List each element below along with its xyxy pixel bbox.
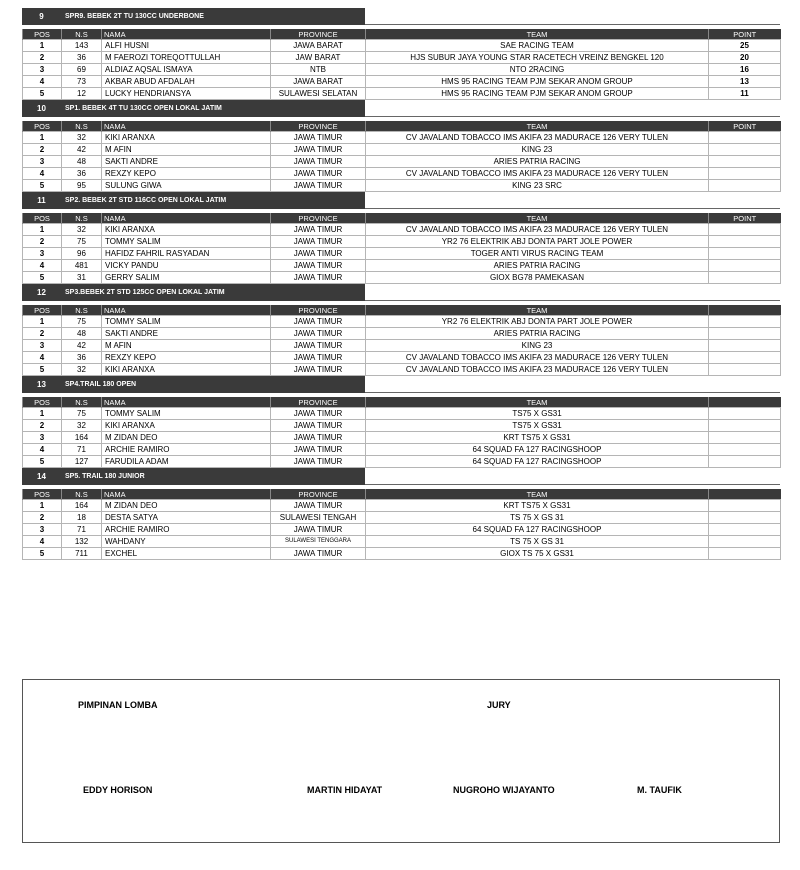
column-header-province: PROVINCE	[271, 397, 366, 408]
race-header-rule	[365, 192, 780, 209]
column-header-nama: NAMA	[102, 213, 271, 224]
table-row	[23, 548, 781, 560]
cell-point	[709, 272, 781, 284]
signatory-name: M. TAUFIK	[637, 785, 682, 795]
cell-pos: 1	[23, 316, 62, 328]
race-title: SP3.BEBEK 2T STD 125CC OPEN LOKAL JATIM	[61, 284, 365, 301]
cell-point	[709, 432, 781, 444]
race-number: 13	[22, 376, 61, 393]
cell-province: SULAWESI TENGGARA	[271, 536, 366, 548]
cell-ns: 96	[62, 248, 102, 260]
cell-nama: TOMMY SALIM	[102, 236, 271, 248]
cell-team: KRT TS75 X GS31	[366, 500, 709, 512]
cell-point	[709, 444, 781, 456]
cell-team: TOGER ANTI VIRUS RACING TEAM	[366, 248, 709, 260]
cell-team: ARIES PATRIA RACING	[366, 328, 709, 340]
cell-province: JAWA TIMUR	[271, 352, 366, 364]
cell-team: TS75 X GS31	[366, 408, 709, 420]
results-table	[22, 121, 781, 192]
cell-point: 20	[709, 52, 781, 64]
cell-point	[709, 536, 781, 548]
cell-point	[709, 180, 781, 192]
cell-point	[709, 456, 781, 468]
column-header-point	[709, 489, 781, 500]
cell-team: 64 SQUAD FA 127 RACINGSHOOP	[366, 444, 709, 456]
table-row	[23, 132, 781, 144]
cell-pos: 5	[23, 364, 62, 376]
table-row	[23, 500, 781, 512]
race-header	[22, 468, 780, 485]
column-header-team: TEAM	[366, 29, 709, 40]
cell-province: JAWA TIMUR	[271, 248, 366, 260]
cell-province: JAWA TIMUR	[271, 340, 366, 352]
cell-pos: 1	[23, 224, 62, 236]
race-title: SP1. BEBEK 4T TU 130CC OPEN LOKAL JATIM	[61, 100, 365, 117]
column-header-province: PROVINCE	[271, 121, 366, 132]
cell-pos: 4	[23, 168, 62, 180]
column-header-pos: POS	[23, 397, 62, 408]
cell-province: JAWA TIMUR	[271, 456, 366, 468]
race-number: 12	[22, 284, 61, 301]
cell-ns: 12	[62, 88, 102, 100]
cell-nama: M ZIDAN DEO	[102, 432, 271, 444]
cell-point: 13	[709, 76, 781, 88]
cell-team: YR2 76 ELEKTRIK ABJ DONTA PART JOLE POWER	[366, 236, 709, 248]
column-header-ns: N.S	[62, 213, 102, 224]
cell-province: JAWA TIMUR	[271, 224, 366, 236]
cell-pos: 1	[23, 408, 62, 420]
cell-ns: 36	[62, 52, 102, 64]
race-section	[22, 192, 780, 284]
table-row	[23, 180, 781, 192]
cell-nama: SAKTI ANDRE	[102, 328, 271, 340]
cell-nama: KIKI ARANXA	[102, 420, 271, 432]
cell-nama: AKBAR ABUD AFDALAH	[102, 76, 271, 88]
cell-province: JAWA TIMUR	[271, 144, 366, 156]
table-row	[23, 248, 781, 260]
cell-province: JAWA TIMUR	[271, 328, 366, 340]
cell-team: KRT TS75 X GS31	[366, 432, 709, 444]
cell-nama: KIKI ARANXA	[102, 364, 271, 376]
cell-point	[709, 524, 781, 536]
cell-nama: ARCHIE RAMIRO	[102, 444, 271, 456]
cell-province: JAWA TIMUR	[271, 364, 366, 376]
cell-point	[709, 420, 781, 432]
cell-province: SULAWESI SELATAN	[271, 88, 366, 100]
column-header-ns: N.S	[62, 121, 102, 132]
cell-province: JAW BARAT	[271, 52, 366, 64]
cell-nama: TOMMY SALIM	[102, 316, 271, 328]
column-header-ns: N.S	[62, 29, 102, 40]
table-row	[23, 156, 781, 168]
cell-ns: 36	[62, 168, 102, 180]
cell-ns: 48	[62, 328, 102, 340]
cell-ns: 164	[62, 432, 102, 444]
header-row	[23, 213, 781, 224]
column-header-pos: POS	[23, 121, 62, 132]
cell-ns: 143	[62, 40, 102, 52]
cell-team: CV JAVALAND TOBACCO IMS AKIFA 23 MADURACE 126 VERY TULEN	[366, 224, 709, 236]
cell-point	[709, 260, 781, 272]
cell-ns: 48	[62, 156, 102, 168]
table-row	[23, 52, 781, 64]
column-header-point	[709, 305, 781, 316]
table-row	[23, 88, 781, 100]
cell-nama: GERRY SALIM	[102, 272, 271, 284]
cell-nama: REXZY KEPO	[102, 168, 271, 180]
cell-nama: SAKTI ANDRE	[102, 156, 271, 168]
cell-nama: M ZIDAN DEO	[102, 500, 271, 512]
column-header-team: TEAM	[366, 489, 709, 500]
cell-pos: 5	[23, 88, 62, 100]
race-title: SP5. TRAIL 180 JUNIOR	[61, 468, 365, 485]
column-header-pos: POS	[23, 29, 62, 40]
table-row	[23, 144, 781, 156]
cell-province: JAWA TIMUR	[271, 156, 366, 168]
race-number: 10	[22, 100, 61, 117]
cell-pos: 4	[23, 352, 62, 364]
cell-pos: 2	[23, 144, 62, 156]
race-header	[22, 192, 780, 209]
cell-point	[709, 328, 781, 340]
cell-pos: 3	[23, 248, 62, 260]
cell-nama: TOMMY SALIM	[102, 408, 271, 420]
column-header-point	[709, 397, 781, 408]
cell-ns: 32	[62, 420, 102, 432]
cell-ns: 95	[62, 180, 102, 192]
cell-province: JAWA TIMUR	[271, 168, 366, 180]
column-header-pos: POS	[23, 213, 62, 224]
table-row	[23, 236, 781, 248]
cell-team: TS 75 X GS 31	[366, 536, 709, 548]
cell-ns: 75	[62, 236, 102, 248]
cell-nama: REXZY KEPO	[102, 352, 271, 364]
cell-team: CV JAVALAND TOBACCO IMS AKIFA 23 MADURACE 126 VERY TULEN	[366, 132, 709, 144]
cell-team: CV JAVALAND TOBACCO IMS AKIFA 23 MADURACE 126 VERY TULEN	[366, 168, 709, 180]
cell-pos: 4	[23, 76, 62, 88]
cell-point: 25	[709, 40, 781, 52]
column-header-nama: NAMA	[102, 397, 271, 408]
race-title: SP4.TRAIL 180 OPEN	[61, 376, 365, 393]
table-row	[23, 64, 781, 76]
cell-nama: LUCKY HENDRIANSYA	[102, 88, 271, 100]
cell-ns: 71	[62, 524, 102, 536]
cell-pos: 3	[23, 156, 62, 168]
cell-nama: M AFIN	[102, 340, 271, 352]
cell-pos: 2	[23, 512, 62, 524]
column-header-team: TEAM	[366, 213, 709, 224]
signatory-name: MARTIN HIDAYAT	[307, 785, 383, 795]
race-title: SP2. BEBEK 2T STD 116CC OPEN LOKAL JATIM	[61, 192, 365, 209]
cell-point	[709, 364, 781, 376]
cell-team: HMS 95 RACING TEAM PJM SEKAR ANOM GROUP	[366, 88, 709, 100]
column-header-nama: NAMA	[102, 29, 271, 40]
cell-pos: 3	[23, 64, 62, 76]
column-header-pos: POS	[23, 305, 62, 316]
cell-ns: 164	[62, 500, 102, 512]
cell-province: JAWA TIMUR	[271, 236, 366, 248]
cell-province: JAWA TIMUR	[271, 524, 366, 536]
race-header	[22, 376, 780, 393]
cell-team: CV JAVALAND TOBACCO IMS AKIFA 23 MADURACE 126 VERY TULEN	[366, 352, 709, 364]
column-header-team: TEAM	[366, 121, 709, 132]
table-row	[23, 40, 781, 52]
cell-province: JAWA TIMUR	[271, 420, 366, 432]
cell-point	[709, 512, 781, 524]
results-table	[22, 489, 781, 560]
cell-ns: 42	[62, 144, 102, 156]
column-header-ns: N.S	[62, 397, 102, 408]
column-header-point: POINT	[709, 213, 781, 224]
column-header-pos: POS	[23, 489, 62, 500]
cell-team: ARIES PATRIA RACING	[366, 260, 709, 272]
race-section	[22, 8, 780, 100]
cell-ns: 31	[62, 272, 102, 284]
cell-team: GIOX BG78 PAMEKASAN	[366, 272, 709, 284]
cell-point: 16	[709, 64, 781, 76]
cell-team: TS75 X GS31	[366, 420, 709, 432]
cell-nama: WAHDANY	[102, 536, 271, 548]
cell-point	[709, 236, 781, 248]
cell-nama: ALFI HUSNI	[102, 40, 271, 52]
cell-team: 64 SQUAD FA 127 RACINGSHOOP	[366, 524, 709, 536]
results-table	[22, 305, 781, 376]
table-row	[23, 352, 781, 364]
table-row	[23, 536, 781, 548]
cell-ns: 32	[62, 224, 102, 236]
results-sheet	[22, 8, 780, 560]
cell-nama: FARUDILA ADAM	[102, 456, 271, 468]
column-header-province: PROVINCE	[271, 29, 366, 40]
cell-point	[709, 548, 781, 560]
race-header	[22, 100, 780, 117]
cell-province: JAWA TIMUR	[271, 180, 366, 192]
race-section	[22, 376, 780, 468]
cell-ns: 127	[62, 456, 102, 468]
cell-ns: 73	[62, 76, 102, 88]
race-header-rule	[365, 100, 780, 117]
column-header-province: PROVINCE	[271, 489, 366, 500]
table-row	[23, 524, 781, 536]
table-row	[23, 432, 781, 444]
cell-team: ARIES PATRIA RACING	[366, 156, 709, 168]
column-header-nama: NAMA	[102, 489, 271, 500]
cell-team: HJS SUBUR JAYA YOUNG STAR RACETECH VREINZ BENGKEL 120	[366, 52, 709, 64]
race-header-rule	[365, 8, 780, 25]
cell-province: JAWA TIMUR	[271, 316, 366, 328]
cell-ns: 75	[62, 316, 102, 328]
race-header	[22, 284, 780, 301]
race-header-rule	[365, 284, 780, 301]
cell-nama: ARCHIE RAMIRO	[102, 524, 271, 536]
table-row	[23, 456, 781, 468]
results-table	[22, 29, 781, 100]
cell-team: SAE RACING TEAM	[366, 40, 709, 52]
cell-pos: 2	[23, 420, 62, 432]
cell-nama: M AFIN	[102, 144, 271, 156]
cell-team: KING 23	[366, 144, 709, 156]
column-header-ns: N.S	[62, 489, 102, 500]
table-row	[23, 340, 781, 352]
cell-nama: ALDIAZ AQSAL ISMAYA	[102, 64, 271, 76]
race-section	[22, 100, 780, 192]
cell-province: JAWA TIMUR	[271, 132, 366, 144]
race-header-rule	[365, 468, 780, 485]
cell-team: 64 SQUAD FA 127 RACINGSHOOP	[366, 456, 709, 468]
cell-team: TS 75 X GS 31	[366, 512, 709, 524]
table-row	[23, 328, 781, 340]
race-section	[22, 284, 780, 376]
cell-team: KING 23 SRC	[366, 180, 709, 192]
column-header-province: PROVINCE	[271, 305, 366, 316]
cell-team: GIOX TS 75 X GS31	[366, 548, 709, 560]
cell-province: NTB	[271, 64, 366, 76]
cell-pos: 2	[23, 52, 62, 64]
cell-pos: 4	[23, 260, 62, 272]
cell-ns: 18	[62, 512, 102, 524]
column-header-province: PROVINCE	[271, 213, 366, 224]
table-row	[23, 408, 781, 420]
table-row	[23, 272, 781, 284]
table-row	[23, 512, 781, 524]
race-number: 11	[22, 192, 61, 209]
cell-point	[709, 340, 781, 352]
cell-province: SULAWESI TENGAH	[271, 512, 366, 524]
cell-nama: KIKI ARANXA	[102, 132, 271, 144]
cell-pos: 3	[23, 524, 62, 536]
cell-ns: 36	[62, 352, 102, 364]
column-header-nama: NAMA	[102, 121, 271, 132]
cell-point	[709, 408, 781, 420]
cell-pos: 5	[23, 456, 62, 468]
cell-pos: 5	[23, 180, 62, 192]
results-table	[22, 213, 781, 284]
race-header	[22, 8, 780, 25]
race-section	[22, 468, 780, 560]
column-header-ns: N.S	[62, 305, 102, 316]
cell-province: JAWA BARAT	[271, 76, 366, 88]
cell-pos: 1	[23, 40, 62, 52]
cell-ns: 42	[62, 340, 102, 352]
cell-pos: 5	[23, 548, 62, 560]
cell-ns: 132	[62, 536, 102, 548]
cell-point	[709, 144, 781, 156]
table-row	[23, 316, 781, 328]
cell-ns: 75	[62, 408, 102, 420]
table-row	[23, 444, 781, 456]
cell-team: KING 23	[366, 340, 709, 352]
cell-pos: 3	[23, 432, 62, 444]
race-number: 14	[22, 468, 61, 485]
cell-team: NTO 2RACING	[366, 64, 709, 76]
cell-ns: 69	[62, 64, 102, 76]
column-header-point: POINT	[709, 121, 781, 132]
cell-point	[709, 168, 781, 180]
cell-pos: 2	[23, 236, 62, 248]
signatory-name: EDDY HORISON	[83, 785, 153, 795]
table-row	[23, 420, 781, 432]
header-row	[23, 29, 781, 40]
cell-point	[709, 224, 781, 236]
race-title: SPR9. BEBEK 2T TU 130CC UNDERBONE	[61, 8, 365, 25]
jury-title: JURY	[487, 700, 511, 710]
cell-point	[709, 248, 781, 260]
cell-pos: 4	[23, 444, 62, 456]
cell-pos: 4	[23, 536, 62, 548]
cell-province: JAWA TIMUR	[271, 500, 366, 512]
signature-block	[22, 679, 780, 843]
header-row	[23, 305, 781, 316]
cell-nama: KIKI ARANXA	[102, 224, 271, 236]
cell-province: JAWA TIMUR	[271, 408, 366, 420]
cell-team: HMS 95 RACING TEAM PJM SEKAR ANOM GROUP	[366, 76, 709, 88]
cell-nama: SULUNG GIWA	[102, 180, 271, 192]
cell-point	[709, 316, 781, 328]
cell-pos: 1	[23, 500, 62, 512]
cell-province: JAWA TIMUR	[271, 260, 366, 272]
cell-province: JAWA BARAT	[271, 40, 366, 52]
column-header-team: TEAM	[366, 305, 709, 316]
header-row	[23, 397, 781, 408]
cell-pos: 2	[23, 328, 62, 340]
cell-point: 11	[709, 88, 781, 100]
column-header-point: POINT	[709, 29, 781, 40]
table-row	[23, 224, 781, 236]
cell-team: CV JAVALAND TOBACCO IMS AKIFA 23 MADURACE 126 VERY TULEN	[366, 364, 709, 376]
cell-province: JAWA TIMUR	[271, 548, 366, 560]
cell-ns: 481	[62, 260, 102, 272]
cell-pos: 1	[23, 132, 62, 144]
cell-point	[709, 352, 781, 364]
cell-province: JAWA TIMUR	[271, 432, 366, 444]
column-header-team: TEAM	[366, 397, 709, 408]
cell-point	[709, 500, 781, 512]
cell-province: JAWA TIMUR	[271, 444, 366, 456]
header-row	[23, 489, 781, 500]
cell-ns: 71	[62, 444, 102, 456]
cell-province: JAWA TIMUR	[271, 272, 366, 284]
cell-pos: 3	[23, 340, 62, 352]
race-director-title: PIMPINAN LOMBA	[78, 700, 158, 710]
cell-ns: 32	[62, 364, 102, 376]
cell-ns: 32	[62, 132, 102, 144]
table-row	[23, 168, 781, 180]
cell-nama: VICKY PANDU	[102, 260, 271, 272]
table-row	[23, 260, 781, 272]
cell-nama: HAFIDZ FAHRIL RASYADAN	[102, 248, 271, 260]
cell-nama: EXCHEL	[102, 548, 271, 560]
cell-nama: M FAEROZI TOREQOTTULLAH	[102, 52, 271, 64]
cell-team: YR2 76 ELEKTRIK ABJ DONTA PART JOLE POWER	[366, 316, 709, 328]
cell-ns: 711	[62, 548, 102, 560]
signatory-name: NUGROHO WIJAYANTO	[453, 785, 555, 795]
race-header-rule	[365, 376, 780, 393]
cell-point	[709, 156, 781, 168]
cell-pos: 5	[23, 272, 62, 284]
results-table	[22, 397, 781, 468]
race-number: 9	[22, 8, 61, 25]
column-header-nama: NAMA	[102, 305, 271, 316]
table-row	[23, 364, 781, 376]
table-row	[23, 76, 781, 88]
cell-nama: DESTA SATYA	[102, 512, 271, 524]
header-row	[23, 121, 781, 132]
cell-point	[709, 132, 781, 144]
